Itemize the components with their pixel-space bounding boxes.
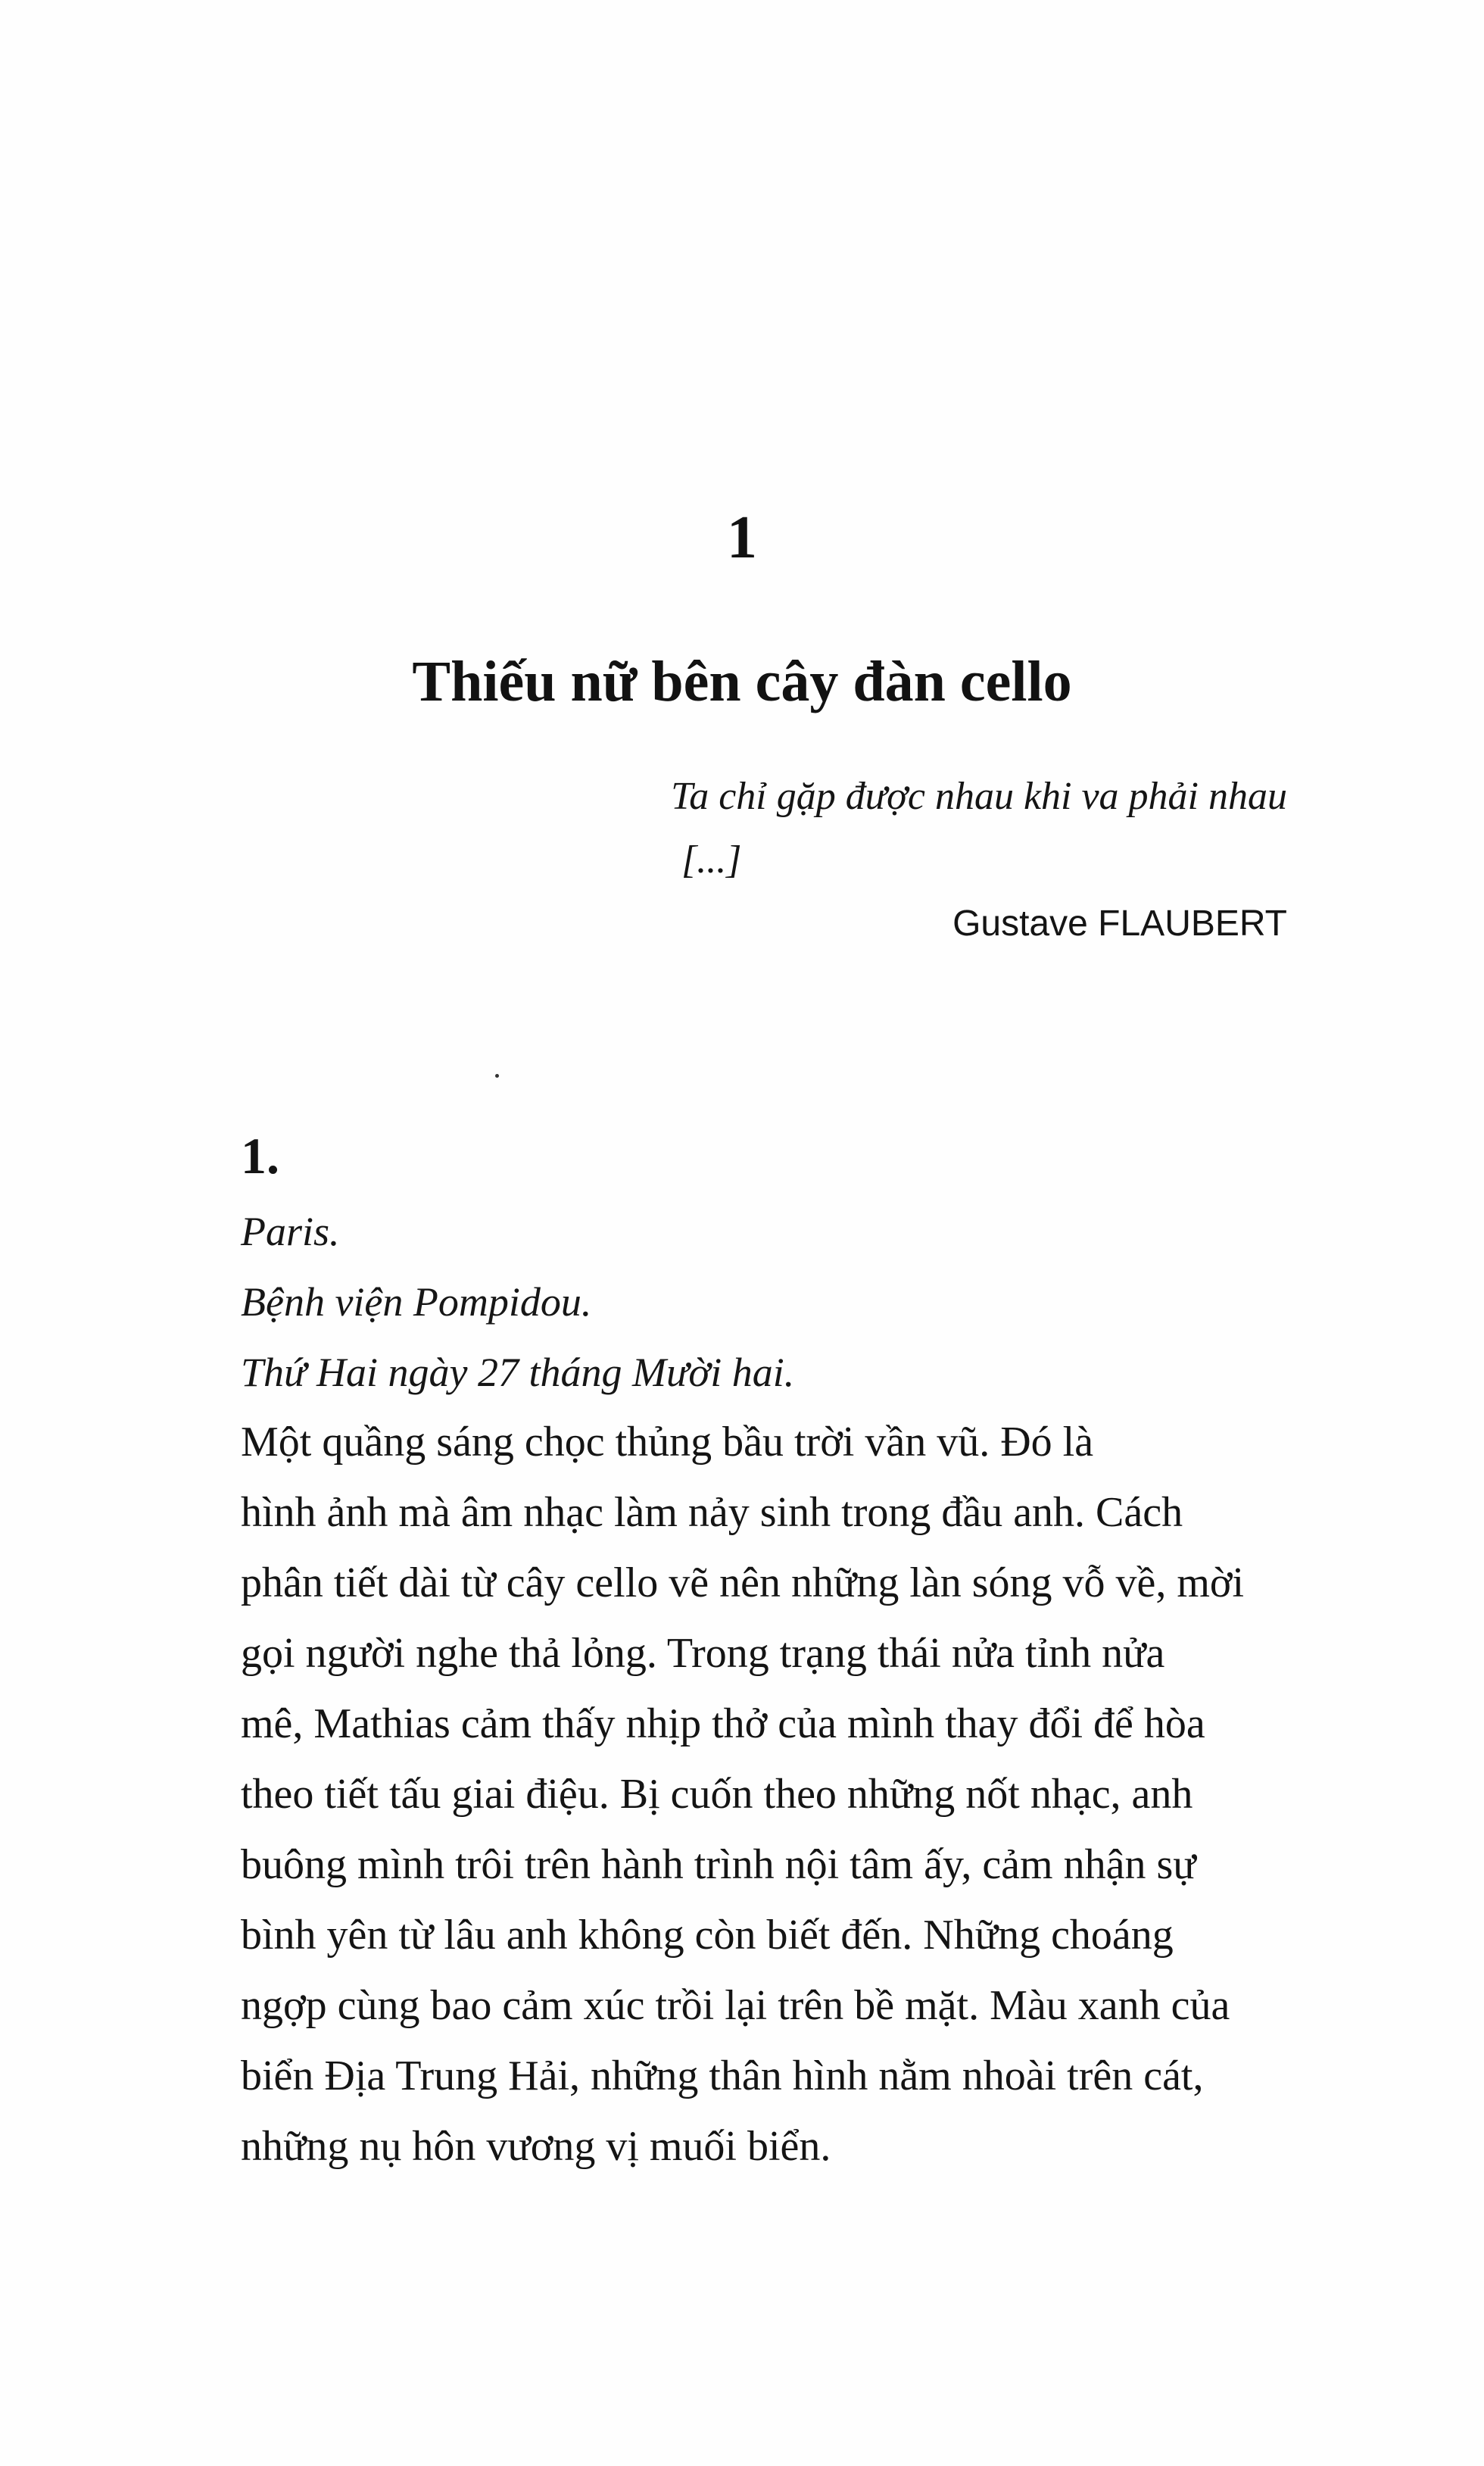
setting-city: Paris. bbox=[241, 1209, 340, 1254]
chapter-title: Thiếu nữ bên cây đàn cello bbox=[412, 650, 1072, 713]
epigraph bbox=[379, 765, 1287, 956]
body-line: hình ảnh mà âm nhạc làm nảy sinh trong đầu anh. Cách bbox=[241, 1489, 1183, 1536]
body-line: ngợp cùng bao cảm xúc trồi lại trên bề mặt. Màu xanh của bbox=[241, 1982, 1230, 2029]
setting-block bbox=[241, 1197, 1316, 1408]
chapter-number: 1 bbox=[727, 504, 757, 571]
body-line: Một quầng sáng chọc thủng bầu trời vần vũ. Đó là bbox=[241, 1419, 1094, 1466]
epigraph-author: Gustave FLAUBERT bbox=[952, 904, 1287, 944]
body-paragraph bbox=[241, 1407, 1301, 2182]
setting-date: Thứ Hai ngày 27 tháng Mười hai. bbox=[241, 1350, 795, 1395]
body-line: theo tiết tấu giai điệu. Bị cuốn theo những nốt nhạc, anh bbox=[241, 1771, 1193, 1818]
epigraph-quote: Ta chỉ gặp được nhau khi va phải nhau bbox=[671, 775, 1287, 818]
body-line: phân tiết dài từ cây cello vẽ nên những làn sóng vỗ về, mời bbox=[241, 1559, 1245, 1606]
epigraph-ellipsis: [...] bbox=[681, 838, 742, 882]
stray-dot bbox=[495, 1074, 499, 1078]
body-line: buông mình trôi trên hành trình nội tâm ấy, cảm nhận sự bbox=[241, 1841, 1196, 1888]
section-number: 1. bbox=[241, 1127, 279, 1185]
body-line: biển Địa Trung Hải, những thân hình nằm nhoài trên cát, bbox=[241, 2052, 1204, 2099]
body-line: bình yên từ lâu anh không còn biết đến. Những choáng bbox=[241, 1912, 1174, 1959]
body-line: những nụ hôn vương vị muối biển. bbox=[241, 2123, 831, 2170]
setting-place: Bệnh viện Pompidou. bbox=[241, 1279, 592, 1325]
body-line: mê, Mathias cảm thấy nhịp thở của mình thay đổi để hòa bbox=[241, 1700, 1205, 1747]
body-line: gọi người nghe thả lỏng. Trong trạng thái nửa tỉnh nửa bbox=[241, 1630, 1165, 1677]
